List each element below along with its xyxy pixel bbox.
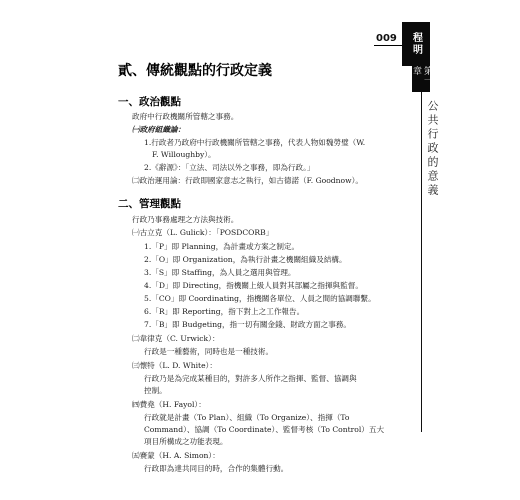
list-item: 2.《辭源》：「立法、司法以外之事務，即為行政。」	[144, 163, 315, 172]
chapter-tab: 第一章	[412, 66, 430, 92]
list-item: 1.行政者乃政府中行政機關所管轄之事務，代表人物如魏勞璧（W.	[144, 138, 366, 147]
list-item: 4.「D」即 Directing，指機關上級人員對其部屬之指揮與監督。	[144, 281, 363, 290]
text-line: 行政就是計畫（To Plan）、組織（To Organize）、指揮（To	[144, 413, 350, 422]
subheading: ㈤賽蒙（H. A. Simon）：	[132, 451, 220, 460]
list-item-continued: F. Willoughby）。	[152, 150, 216, 159]
list-item: 7.「B」即 Budgeting，指一切有關金錢、財政方面之事務。	[144, 320, 352, 329]
text-line: 行政乃事務處理之方法與技術。	[132, 215, 239, 224]
page-number: 009	[376, 33, 397, 44]
text-line: 政府中行政機關所管轄之事務。	[132, 112, 239, 121]
subheading: ㈡韋律克（C. Urwick）：	[132, 334, 220, 343]
subheading: ㈠政府組織論：	[132, 125, 186, 134]
list-item: 5.「CO」即 Coordinating，指機關各單位、人員之間的協調聯繫。	[144, 294, 376, 303]
text-line: 行政是一種藝術，同時也是一種技術。	[144, 347, 274, 356]
list-item: 3.「S」即 Staffing，為人員之選用與管理。	[144, 268, 296, 277]
heading-management-view: 二、管理觀點	[118, 198, 181, 210]
side-rule	[421, 92, 422, 432]
text-line-continued: 項目所構成之功能表現。	[144, 437, 228, 446]
heading-political-view: 一、政治觀點	[118, 96, 181, 108]
chapter-side-title: 公共行政的意義	[426, 100, 439, 198]
section-title: 貳、傳統觀點的行政定義	[118, 63, 272, 79]
subheading: ㈣費堯（H. Fayol）：	[132, 400, 206, 409]
text-line-continued: Command）、協調（To Coordinate）、監督考核（To Control）五大	[144, 425, 385, 434]
list-item: 1.「P」即 Planning，為計畫或方案之制定。	[144, 242, 300, 251]
book-tab: 程明	[402, 22, 430, 66]
text-line: 行政即為達共同目的時，合作的集體行動。	[144, 464, 289, 473]
list-item: 2.「O」即 Organization，為執行計畫之機關組織及結構。	[144, 255, 347, 264]
subheading: ㈡政治運用論：行政即國家意志之執行，如古德諾（F. Goodnow）。	[132, 176, 363, 185]
subheading: ㈢懷特（L. D. White）：	[132, 361, 217, 370]
list-item: 6.「R」即 Reporting，指下對上之工作報告。	[144, 307, 305, 316]
header-rule	[374, 45, 402, 46]
text-line: 行政乃是為完成某種目的，對許多人所作之指揮、監督、協調與	[144, 374, 357, 383]
subheading: ㈠古立克（L. Gulick）：「POSDCORB」	[132, 228, 274, 237]
text-line-continued: 控制。	[144, 386, 167, 395]
